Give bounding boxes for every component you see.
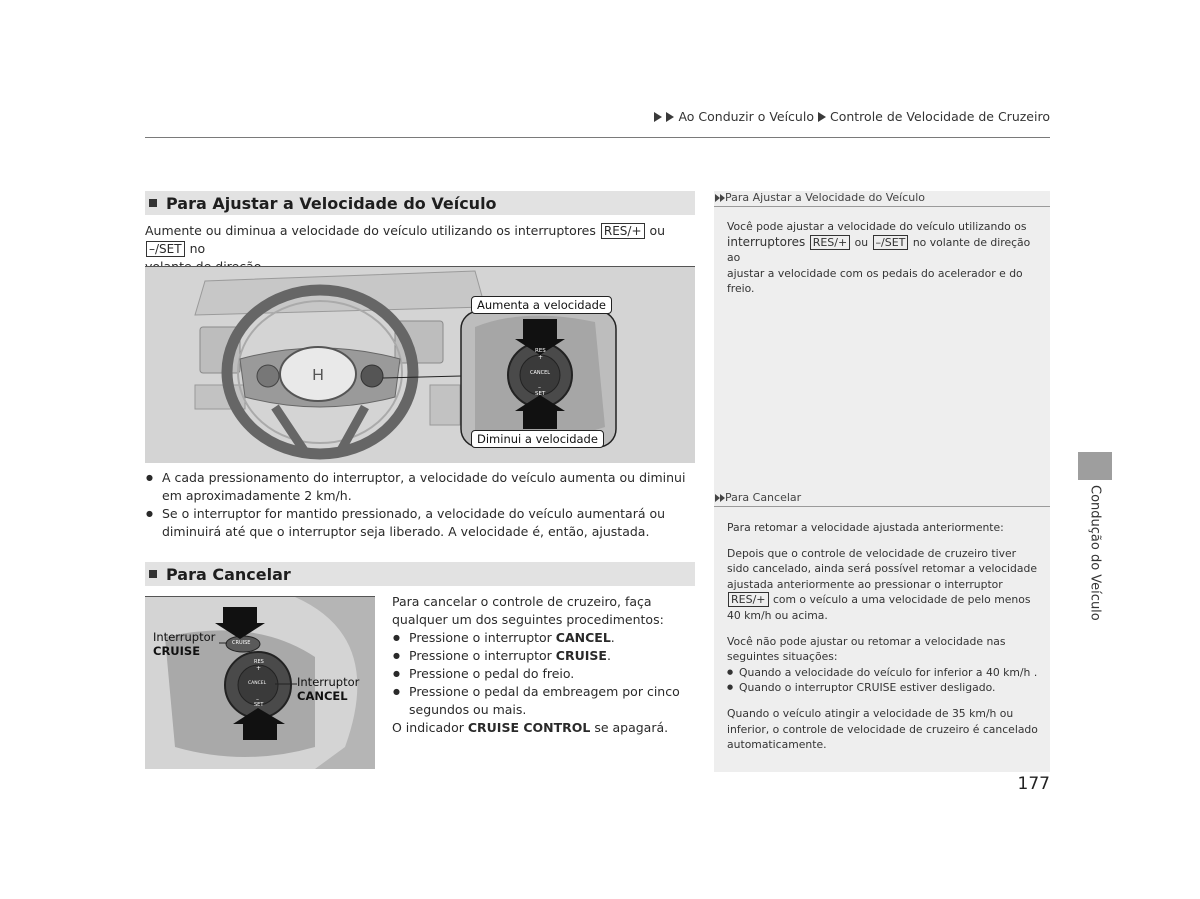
steering-wheel-figure bbox=[145, 266, 695, 463]
intro-text: Aumente ou diminua a velocidade do veículo utilizando os interruptores bbox=[145, 223, 596, 238]
minus-label: – bbox=[538, 384, 541, 391]
plus-label: + bbox=[256, 665, 262, 672]
note-text: interruptores bbox=[727, 234, 806, 249]
intro-text: no bbox=[189, 241, 206, 256]
section-heading-ajustar bbox=[145, 191, 695, 215]
list-item bbox=[392, 629, 697, 647]
list-item: ● Quando o interruptor CRUISE estiver desligado. bbox=[727, 680, 1038, 696]
section-title: Para Ajustar a Velocidade do Veículo bbox=[166, 193, 497, 213]
res-label: RES bbox=[254, 659, 264, 665]
sidebar-heading bbox=[714, 491, 1050, 507]
minus-set-key: –/SET bbox=[146, 241, 185, 257]
label-text-bold: CANCEL bbox=[297, 689, 348, 703]
note-text: Você pode ajustar a velocidade do veículo utilizando os bbox=[727, 220, 1027, 233]
label-cruise-switch bbox=[153, 630, 215, 658]
section-title: Para Cancelar bbox=[166, 564, 291, 584]
item-text: se apagará. bbox=[590, 720, 669, 735]
label-text: Interruptor bbox=[153, 630, 216, 644]
chapter-title: Condução do Veículo bbox=[1087, 485, 1103, 621]
arrow-icon bbox=[818, 112, 826, 122]
list-item: ● A cada pressionamento do interruptor, a velocidade do veículo aumenta ou diminui em aproximadamente 2 km/h. bbox=[145, 469, 695, 505]
cruise-label: CRUISE bbox=[232, 640, 251, 646]
label-text-bold: CRUISE bbox=[153, 644, 201, 658]
cancel-intro: Para cancelar o controle de cruzeiro, faça qualquer um dos seguintes procedimentos: bbox=[392, 594, 664, 627]
sidebar-box-ajustar bbox=[714, 191, 1050, 297]
minus-set-key: –/SET bbox=[873, 235, 909, 250]
list-item: ● Se o interruptor for mantido pressionado, a velocidade do veículo aumentará ou diminuirá até que o interruptor seja liberado. A velocidade é, então, ajustada. bbox=[145, 505, 695, 541]
list-item: ● Pressione o pedal do freio. bbox=[392, 665, 697, 683]
minus-label: – bbox=[256, 696, 259, 703]
note-text: Quando o veículo atingir a velocidade de 35 km/h ou inferior, o controle de velocidade de cruzeiro é cancelado automaticamente. bbox=[727, 706, 1038, 752]
note-text: ajustar a velocidade com os pedais do acelerador e do freio. bbox=[727, 266, 1023, 296]
callout-aumenta: Aumenta a velocidade bbox=[471, 296, 612, 314]
note-text: Depois que o controle de velocidade de cruzeiro tiver sido cancelado, ainda será possível retomar a velocidade ajustada anteriormente ao pressionar o interruptor bbox=[727, 546, 1037, 591]
cancel-result bbox=[392, 719, 697, 737]
sidebar-title: Para Cancelar bbox=[725, 491, 802, 504]
plus-label: + bbox=[538, 354, 544, 361]
arrow-icon bbox=[666, 112, 674, 122]
sidebar-text bbox=[714, 507, 1050, 753]
note-text: no volante de direção ao bbox=[727, 235, 1031, 265]
cancel-label: CANCEL bbox=[248, 681, 267, 686]
set-label: SET bbox=[535, 391, 546, 397]
header-rule bbox=[145, 137, 1050, 138]
breadcrumb-item[interactable]: Ao Conduzir o Veículo bbox=[678, 109, 814, 124]
list-item: ● Pressione o pedal da embreagem por cinco segundos ou mais. bbox=[392, 683, 697, 719]
item-text: Pressione o interruptor bbox=[409, 630, 556, 645]
item-text-bold: CRUISE CONTROL bbox=[467, 720, 591, 735]
double-arrow-icon bbox=[715, 194, 725, 202]
cancel-label: CANCEL bbox=[530, 370, 551, 376]
bullet-list bbox=[145, 469, 695, 541]
note-text: ou bbox=[854, 235, 869, 249]
page-number: 177 bbox=[1017, 774, 1050, 794]
callout-diminui: Diminui a velocidade bbox=[471, 430, 604, 448]
res-plus-key: RES/+ bbox=[601, 223, 645, 239]
res-plus-key: RES/+ bbox=[810, 235, 851, 250]
label-text: Interruptor bbox=[297, 675, 360, 689]
item-text: . bbox=[606, 648, 611, 663]
chapter-tab-label bbox=[1066, 485, 1124, 645]
sidebar-title: Para Ajustar a Velocidade do Veículo bbox=[725, 191, 926, 204]
square-icon bbox=[149, 570, 157, 578]
item-text: . bbox=[610, 630, 615, 645]
note-text: Você não pode ajustar ou retomar a velocidade nas seguintes situações: bbox=[727, 634, 1006, 664]
label-cancel-switch bbox=[297, 675, 359, 703]
square-icon bbox=[149, 199, 157, 207]
set-label: SET bbox=[254, 702, 264, 708]
list-item: ● Quando a velocidade do veículo for inferior a 40 km/h . bbox=[727, 665, 1038, 681]
double-arrow-icon bbox=[715, 494, 725, 502]
item-text: Pressione o interruptor bbox=[409, 648, 556, 663]
section-heading-cancelar bbox=[145, 562, 695, 586]
res-label: RES bbox=[535, 348, 546, 354]
svg-text:H: H bbox=[312, 367, 324, 384]
breadcrumb bbox=[654, 109, 1050, 124]
sidebar-heading bbox=[714, 191, 1050, 207]
arrow-icon bbox=[654, 112, 662, 122]
dashboard-illustration bbox=[145, 267, 695, 463]
cancel-figure bbox=[145, 596, 375, 769]
chapter-tab-marker bbox=[1078, 452, 1112, 480]
res-plus-key: RES/+ bbox=[728, 592, 769, 607]
item-text-bold: CRUISE bbox=[555, 648, 607, 663]
list-item bbox=[392, 647, 697, 665]
note-text: com o veículo a uma velocidade de pelo menos 40 km/h ou acima. bbox=[727, 593, 1031, 622]
item-text-bold: CANCEL bbox=[555, 630, 611, 645]
note-text: Para retomar a velocidade ajustada anteriormente: bbox=[727, 521, 1004, 534]
note-text bbox=[727, 546, 1038, 624]
sidebar-text bbox=[714, 207, 1050, 297]
breadcrumb-item[interactable]: Controle de Velocidade de Cruzeiro bbox=[829, 109, 1050, 124]
item-text: O indicador bbox=[392, 720, 468, 735]
sidebar-box-cancelar bbox=[714, 491, 1050, 753]
cancel-instructions bbox=[392, 593, 697, 737]
intro-text: ou bbox=[649, 223, 666, 238]
